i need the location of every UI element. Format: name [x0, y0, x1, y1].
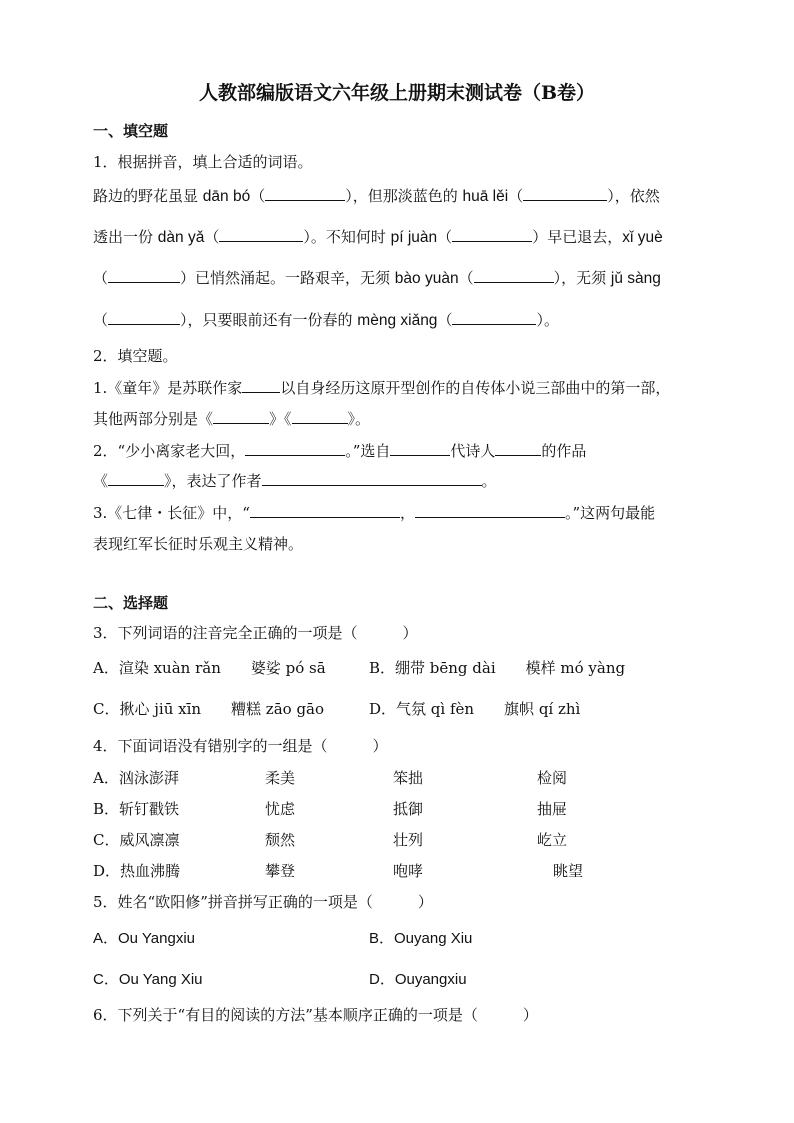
question-1-line-4: （ ），只要眼前还有一份春的 mèng xiǎng（ ）。 [93, 311, 559, 329]
pinyin: huā lěi [462, 188, 509, 205]
section-heading-multiple-choice: 二、选择题 [93, 594, 169, 612]
answer-blank[interactable] [245, 441, 345, 456]
text: 透出一份 [93, 228, 158, 246]
answer-blank[interactable] [495, 441, 541, 456]
question-4-stem: 4．下面词语没有错别字的一组是（ ） [93, 737, 388, 755]
text: 代诗人 [450, 442, 496, 460]
text: 2．“少小离家老大回， [93, 442, 246, 460]
text: ），无须 [553, 269, 611, 287]
word: B．斩钉戳铁 [93, 800, 180, 818]
question-1-line-1: 路边的野花虽显 dān bó（ ），但那淡蓝色的 huā lěi（ ），依然 [93, 187, 660, 205]
answer-blank[interactable] [265, 186, 345, 201]
q4-d-word-3: 咆哮 [393, 862, 424, 880]
text: 。”选自 [345, 442, 391, 460]
answer-blank[interactable] [474, 268, 554, 283]
question-1-line-3: （ ）已悄然涌起。一路艰辛，无须 bào yuàn（ ），无须 jǔ sàng [93, 269, 661, 287]
answer-blank[interactable] [250, 503, 400, 518]
q4-d-word-4: 眺望 [553, 862, 584, 880]
text: 。 [481, 472, 497, 490]
text: 1.《童年》是苏联作家 [93, 379, 243, 397]
question-2-stem: 2．填空题。 [93, 347, 178, 365]
word: A．汹泳澎湃 [93, 769, 179, 787]
question-3-option-d[interactable]: D．气氛 qì fèn 旗帜 qí zhì [369, 700, 581, 718]
text: 3.《七律・长征》中，“ [93, 504, 250, 522]
text: 《 [93, 472, 109, 490]
answer-blank[interactable] [213, 409, 269, 424]
question-2-item-1 [93, 377, 670, 398]
q4-b-word-3: 抵御 [393, 800, 424, 818]
answer-blank[interactable] [262, 471, 482, 486]
pinyin: xǐ yuè [622, 229, 663, 246]
question-1-line-2: 透出一份 dàn yǎ（ ）。不知何时 pí juàn（ ）早已退去，xǐ yuè [93, 228, 663, 246]
q4-d-word-2: 攀登 [265, 862, 296, 880]
question-3-option-b[interactable]: B．绷带 bēng dài 模样 mó yàng [369, 659, 626, 677]
q4-a-word-2: 柔美 [265, 769, 296, 787]
pinyin: dān bó [202, 188, 251, 205]
answer-blank[interactable] [108, 268, 180, 283]
answer-blank[interactable] [219, 227, 303, 242]
text: ）早已退去， [532, 228, 623, 246]
question-2-item-2-cont [93, 470, 497, 491]
q4-c-word-2: 颓然 [265, 831, 296, 849]
pinyin: pí juàn [390, 229, 438, 246]
text: ），但那淡蓝色的 [345, 187, 463, 205]
text: 路边的野花虽显 [93, 187, 203, 205]
q4-c-word-4: 屹立 [537, 831, 568, 849]
question-4-option-b[interactable] [93, 798, 179, 819]
answer-blank[interactable] [242, 378, 280, 393]
question-5-option-b[interactable]: B．Ouyang Xiu [369, 930, 473, 947]
text: ）。 [536, 311, 559, 329]
q4-b-word-2: 忧虑 [265, 800, 296, 818]
q4-b-word-4: 抽屉 [537, 800, 568, 818]
question-5-option-d[interactable]: D．Ouyangxiu [369, 971, 467, 988]
word: C．威风凛凛 [93, 831, 180, 849]
q4-a-word-3: 笨拙 [393, 769, 424, 787]
answer-blank[interactable] [415, 503, 565, 518]
q4-c-word-3: 壮列 [393, 831, 424, 849]
text: 》《 [269, 410, 292, 428]
answer-blank[interactable] [452, 227, 532, 242]
pinyin: jǔ sàng [610, 270, 661, 287]
answer-blank[interactable] [108, 310, 180, 325]
text: 。”这两句最能 [565, 504, 656, 522]
question-4-option-a[interactable] [93, 767, 179, 788]
question-2-item-2 [93, 440, 586, 461]
question-1-stem: 1．根据拼音，填上合适的词语。 [93, 153, 313, 171]
pinyin: mèng xiǎng [357, 312, 438, 329]
text: 以自身经历这原开型创作的自传体小说三部曲中的第一部， [280, 379, 671, 397]
question-5-option-c[interactable]: C．Ou Yang Xiu [93, 971, 203, 988]
pinyin: dàn yǎ [157, 229, 205, 246]
text: 》，表达了作者 [164, 472, 262, 490]
question-3-option-a[interactable]: A．渲染 xuàn rǎn 婆娑 pó sā [93, 659, 326, 677]
page-title: 人教部编版语文六年级上册期末测试卷（B卷） [198, 82, 596, 104]
text: ）已悄然涌起。一路艰辛，无须 [180, 269, 395, 287]
q4-a-word-4: 检阅 [537, 769, 568, 787]
question-4-option-c[interactable] [93, 829, 179, 850]
text: ）。不知何时 [303, 228, 391, 246]
text: ， [399, 504, 415, 522]
text: 的作品 [541, 442, 587, 460]
text: ），只要眼前还有一份春的 [180, 311, 358, 329]
pinyin: bào yuàn [394, 270, 459, 287]
word: D．热血沸腾 [93, 862, 181, 880]
answer-blank[interactable] [523, 186, 607, 201]
answer-blank[interactable] [292, 409, 348, 424]
answer-blank[interactable] [108, 471, 164, 486]
question-5-stem: 5．姓名“欧阳修”拼音拼写正确的一项是（ ） [93, 893, 433, 911]
question-3-stem: 3．下列词语的注音完全正确的一项是（ ） [93, 624, 418, 642]
answer-blank[interactable] [390, 441, 450, 456]
answer-blank[interactable] [452, 310, 536, 325]
question-5-option-a[interactable]: A．Ou Yangxiu [93, 930, 196, 947]
text: 》。 [347, 410, 371, 428]
section-heading-fill-in: 一、填空题 [93, 122, 169, 140]
question-6-stem: 6．下列关于“有目的阅读的方法”基本顺序正确的一项是（ ） [93, 1006, 538, 1024]
question-3-option-c[interactable]: C．揪心 jiū xīn 糟糕 zāo gāo [93, 700, 325, 718]
question-2-item-1-cont [93, 408, 370, 429]
question-4-option-d[interactable] [93, 860, 180, 881]
question-2-item-3 [93, 502, 655, 523]
question-2-item-3-cont: 表现红军长征时乐观主义精神。 [93, 535, 304, 553]
text: 其他两部分别是《 [93, 410, 214, 428]
text: ），依然 [607, 187, 660, 205]
